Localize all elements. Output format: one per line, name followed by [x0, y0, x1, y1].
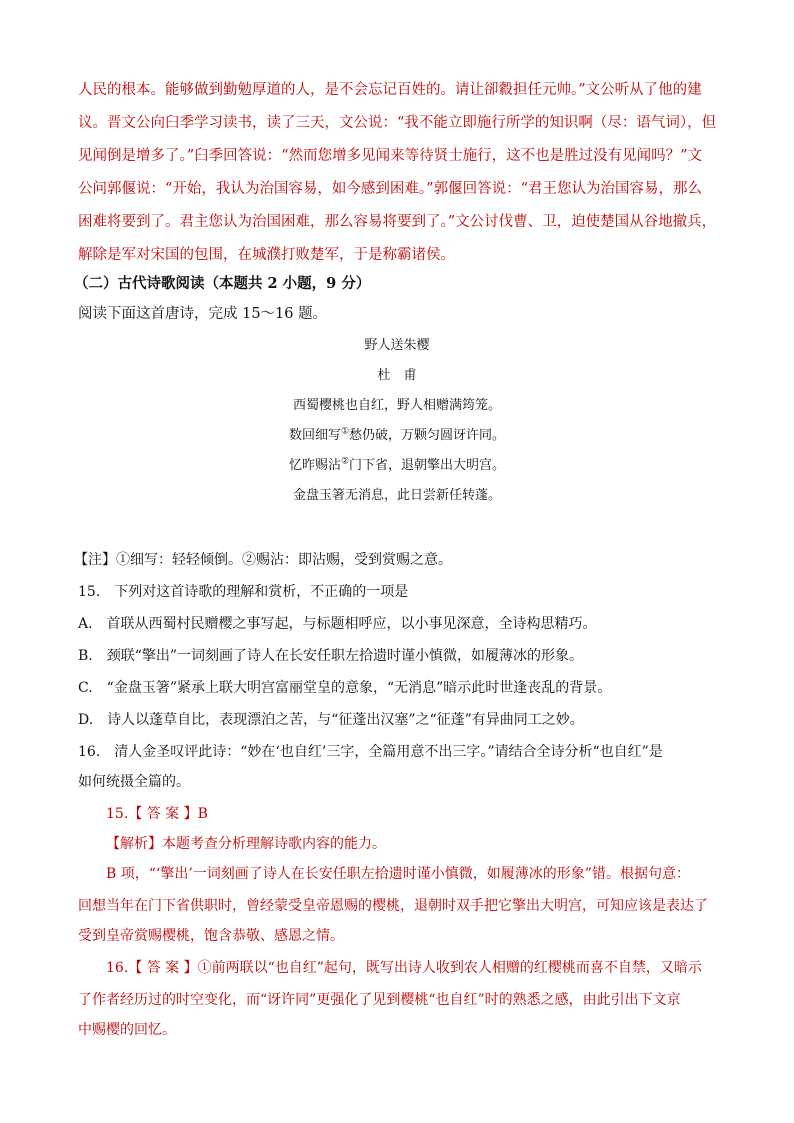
translation-line: 见闻倒是增多了。”臼季回答说：“然而您增多见闻来等待贤士施行，这不也是胜过没有见闻吗？”文: [78, 148, 702, 164]
poem-line-part: 数回细写: [288, 428, 341, 443]
poem-line-part: 忆昨赐沾: [288, 458, 341, 473]
answer-15-label: 15.【 答 案 】B: [106, 806, 208, 822]
translation-line: 困难将要到了。君主您认为治国困难，那么容易将要到了。”文公讨伐曹、卫，迫使楚国从谷地撤兵，: [78, 214, 717, 230]
analysis-label: 【解析】本题考查分析理解诗歌内容的能力。: [106, 836, 386, 852]
answer-15-explanation: B 项，“‘擎出’一词刻画了诗人在长安任职左拾遗时谨小慎微，如履薄冰的形象”错。根据句意：: [106, 866, 690, 882]
question-15-option-c: C. “金盘玉箸”紧承上联大明宫富丽堂皇的意象，“无消息”暗示此时世逢丧乱的背景。: [78, 680, 612, 696]
question-16-stem: 如何统摄全篇的。: [78, 774, 190, 790]
poem-line: 金盘玉箸无消息，此日尝新任转蓬。: [292, 488, 501, 503]
answer-16: 中赐樱的回忆。: [78, 1022, 176, 1038]
translation-line: 解除是军对宋国的包围，在城濮打败楚军，于是称霸诸侯。: [78, 247, 455, 263]
translation-line: 公问郭偃说：“开始，我认为治国容易，如今感到困难。”郭偃回答说：“君王您认为治国容易，那么: [78, 181, 702, 197]
question-15-option-b: B. 颈联“擎出”一词刻画了诗人在长安任职左拾遗时谨小慎微，如履薄冰的形象。: [78, 648, 584, 664]
footnote-marker: ②: [340, 456, 350, 467]
poem-note: 【注】①细写：轻轻倾倒。②赐沾：即沾赐，受到赏赐之意。: [74, 552, 452, 568]
poem-title: 野人送朱樱: [364, 338, 430, 353]
translation-line: 人民的根本。能够做到勤勉厚道的人，是不会忘记百姓的。请让卻縠担任元帅。”文公听从了他的建: [78, 82, 702, 98]
poem-line: 西蜀樱桃也自红，野人相赠满筠笼。: [292, 398, 501, 413]
section-instruction: 阅读下面这首唐诗，完成 15～16 题。: [78, 306, 328, 322]
answer-15-explanation: 回想当年在门下省供职时，曾经蒙受皇帝恩赐的樱桃，退朝时双手把它擎出大明宫，可知应该是表达了: [78, 898, 708, 914]
question-15-option-d: D. 诗人以蓬草自比，表现漂泊之苦，与“征蓬出汉塞”之“征蓬”有异曲同工之妙。: [78, 712, 584, 728]
section-heading: （二）古代诗歌阅读（本题共 2 小题，9 分）: [74, 275, 371, 292]
answer-16: 了作者经历过的时空变化，而“讶许同”更强化了见到樱桃“也自红”时的熟悉之感，由此引出下文京: [78, 992, 681, 1008]
poem-line: [0, 426, 794, 446]
poem-line: [0, 456, 794, 476]
poem-line-part: 愁仍破，万颗匀圆讶许同。: [349, 428, 506, 443]
poem-author: 杜 甫: [377, 368, 417, 383]
answer-15-explanation: 受到皇帝赏赐樱桃，饱含恭敬、感恩之情。: [78, 928, 344, 944]
question-15-option-a: A. 首联从西蜀村民赠樱之事写起，与标题相呼应，以小事见深意，全诗构思精巧。: [78, 616, 597, 632]
question-16-stem: 16. 清人金圣叹评此诗：“妙在‘也自红’三字，全篇用意不出三字。”请结合全诗分析“也自红”是: [78, 744, 663, 760]
poem-line-part: 门下省，退朝擎出大明宫。: [349, 458, 506, 473]
footnote-marker: ①: [340, 426, 350, 437]
translation-line: 议。晋文公向臼季学习读书，读了三天，文公说：“我不能立即施行所学的知识啊（尽：语气词），但: [78, 115, 717, 131]
answer-16: 16.【 答 案 】①前两联以“也自红”起句，既写出诗人收到农人相赠的红樱桃而喜不自禁，又暗示: [106, 960, 702, 976]
question-15-stem: 15. 下列对这首诗歌的理解和赏析，不正确的一项是: [78, 584, 409, 600]
